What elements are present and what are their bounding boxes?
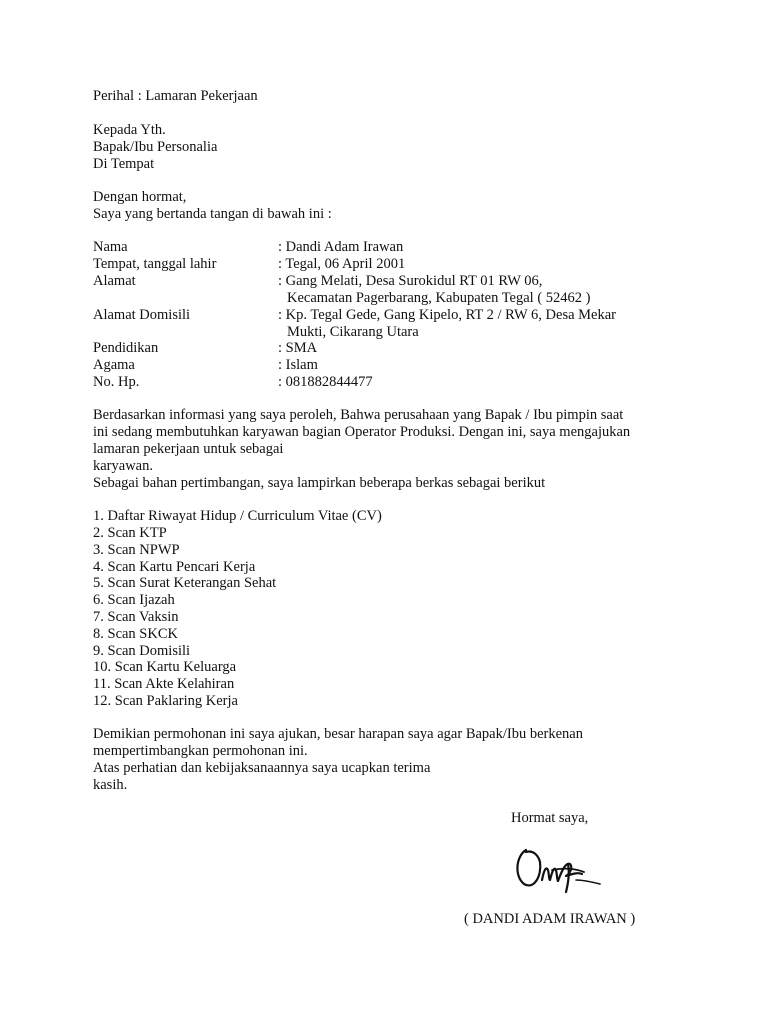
body-line-4: karyawan. — [93, 458, 153, 474]
body-line-3: lamaran pekerjaan untuk sebagai — [93, 441, 284, 457]
recipient-line-2: Bapak/Ibu Personalia — [93, 139, 218, 155]
birth-label: Tempat, tanggal lahir — [93, 256, 217, 272]
attachment-item: 11. Scan Akte Kelahiran — [93, 676, 235, 692]
phone-label: No. Hp. — [93, 374, 140, 390]
recipient-line-1: Kepada Yth. — [93, 122, 166, 138]
domicile-value-2: Mukti, Cikarang Utara — [287, 324, 419, 340]
attachment-item: 5. Scan Surat Keterangan Sehat — [93, 575, 277, 591]
phone-value: : 081882844477 — [278, 374, 373, 390]
religion-label: Agama — [93, 357, 135, 373]
address-value-1: : Gang Melati, Desa Surokidul RT 01 RW 06, — [278, 273, 543, 289]
attachment-item: 2. Scan KTP — [93, 525, 167, 541]
name-value: : Dandi Adam Irawan — [278, 239, 404, 255]
closing-line-4: kasih. — [93, 777, 128, 793]
attachment-item: 8. Scan SKCK — [93, 626, 178, 642]
attachment-item: 10. Scan Kartu Keluarga — [93, 659, 237, 675]
intro-text: Saya yang bertanda tangan di bawah ini : — [93, 206, 332, 222]
body-line-2: ini sedang membutuhkan karyawan bagian Operator Produksi. Dengan ini, saya mengajukan — [93, 424, 631, 440]
body-line-5: Sebagai bahan pertimbangan, saya lampirkan beberapa berkas sebagai berikut — [93, 475, 546, 491]
birth-value: : Tegal, 06 April 2001 — [278, 256, 406, 272]
signer-name: ( DANDI ADAM IRAWAN ) — [464, 911, 636, 927]
attachment-item: 3. Scan NPWP — [93, 542, 180, 558]
attachment-item: 6. Scan Ijazah — [93, 592, 175, 608]
attachment-item: 12. Scan Paklaring Kerja — [93, 693, 238, 709]
address-value-2: Kecamatan Pagerbarang, Kabupaten Tegal ( 52462 ) — [287, 290, 591, 306]
closing-line-3: Atas perhatian dan kebijaksanaannya saya ucapkan terima — [93, 760, 431, 776]
domicile-value-1: : Kp. Tegal Gede, Gang Kipelo, RT 2 / RW 6, Desa Mekar — [278, 307, 616, 323]
name-label: Nama — [93, 239, 128, 255]
body-line-1: Berdasarkan informasi yang saya peroleh, Bahwa perusahaan yang Bapak / Ibu pimpin saat — [93, 407, 624, 423]
subject-line: Perihal : Lamaran Pekerjaan — [93, 88, 258, 104]
religion-value: : Islam — [278, 357, 318, 373]
attachment-item: 4. Scan Kartu Pencari Kerja — [93, 559, 256, 575]
domicile-label: Alamat Domisili — [93, 307, 191, 323]
education-value: : SMA — [278, 340, 318, 356]
closing-line-1: Demikian permohonan ini saya ajukan, besar harapan saya agar Bapak/Ibu berkenan — [93, 726, 583, 742]
recipient-line-3: Di Tempat — [93, 156, 155, 172]
education-label: Pendidikan — [93, 340, 159, 356]
signature-mark — [512, 840, 608, 896]
address-label: Alamat — [93, 273, 136, 289]
regards-text: Hormat saya, — [511, 810, 589, 826]
closing-line-2: mempertimbangkan permohonan ini. — [93, 743, 308, 759]
attachment-item: 1. Daftar Riwayat Hidup / Curriculum Vitae (CV) — [93, 508, 382, 524]
attachment-item: 9. Scan Domisili — [93, 643, 191, 659]
attachment-item: 7. Scan Vaksin — [93, 609, 179, 625]
greeting: Dengan hormat, — [93, 189, 187, 205]
